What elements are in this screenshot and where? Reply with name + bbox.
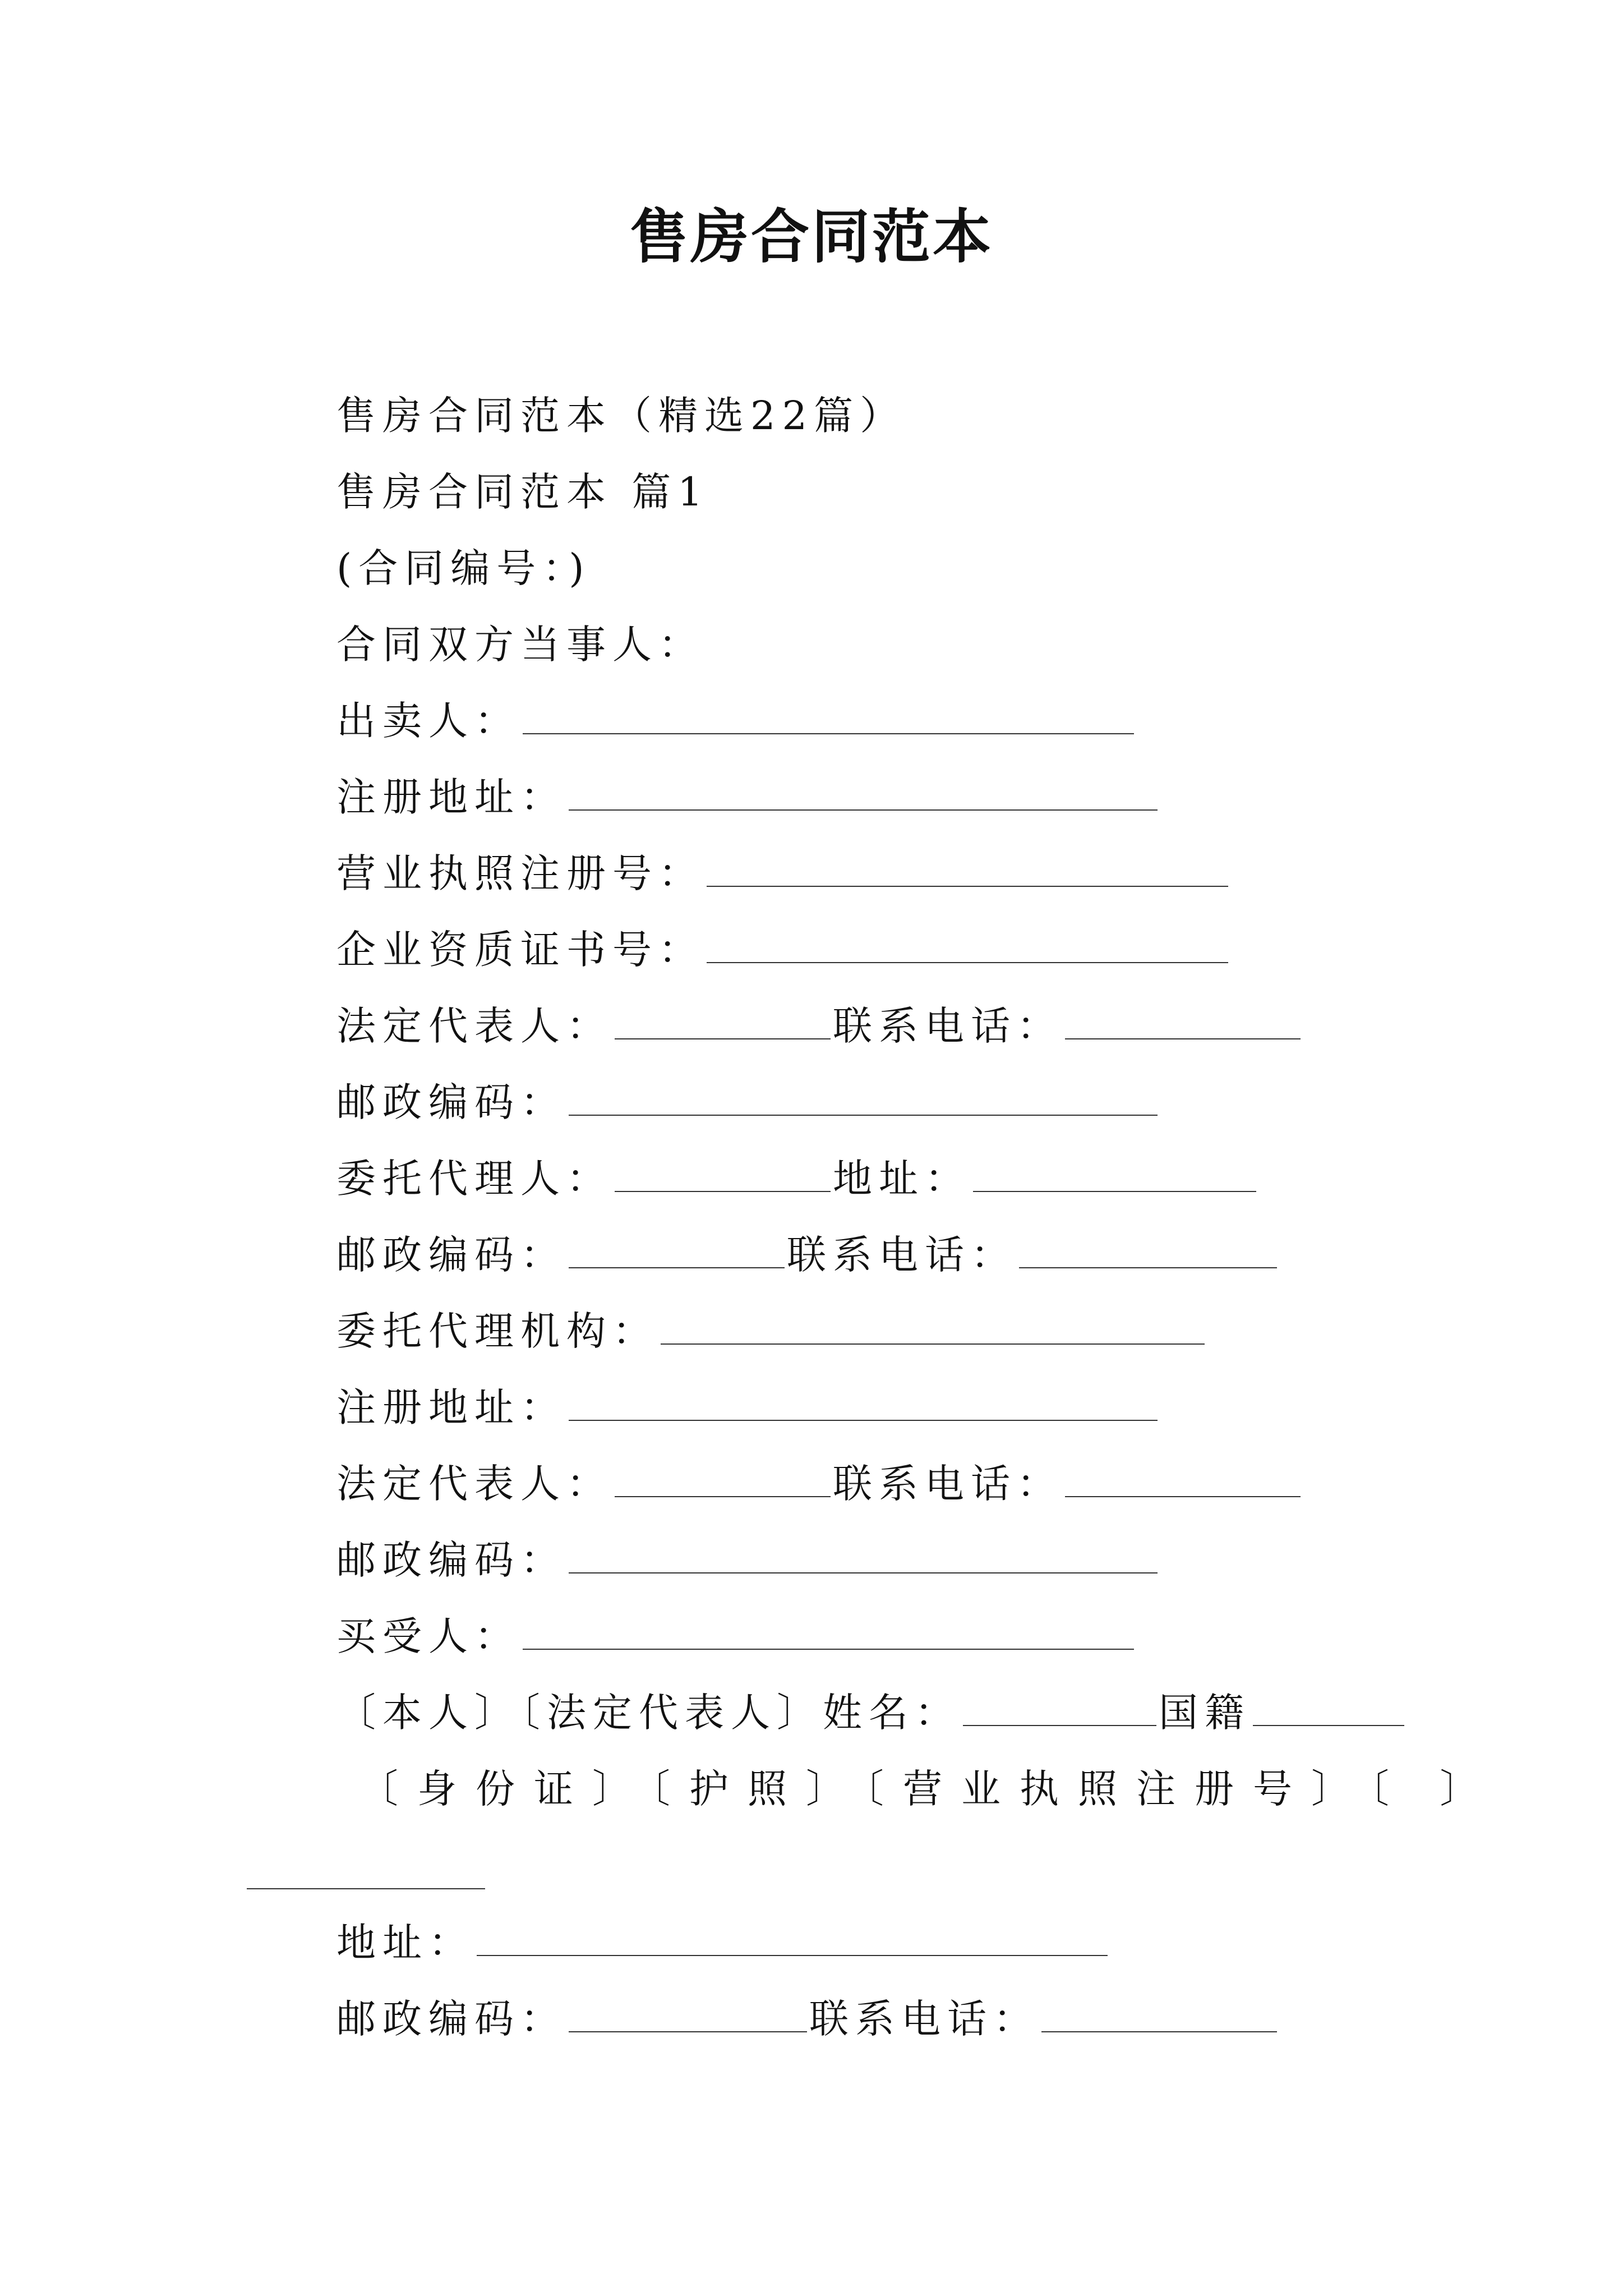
buyer-postal-blank[interactable]	[569, 1992, 807, 2032]
document-title: 售房合同范本	[629, 203, 993, 271]
contract-number-line: (合同编号：)	[336, 545, 591, 591]
buyer-blank[interactable]	[523, 1609, 1134, 1650]
agent-blank[interactable]	[615, 1152, 831, 1192]
nationality-blank[interactable]	[1253, 1686, 1404, 1726]
agency-address-field: 注册地址：	[336, 1377, 1160, 1438]
agent-phone-blank[interactable]	[1019, 1228, 1277, 1268]
agent-address-blank[interactable]	[973, 1152, 1256, 1192]
agent-field: 委托代理人： 地址：	[336, 1148, 1258, 1209]
seller-field: 出卖人：	[336, 690, 1136, 752]
agency-field: 委托代理机构：	[336, 1300, 1207, 1362]
agency-legal-rep-blank[interactable]	[615, 1457, 831, 1497]
legal-rep-phone-blank[interactable]	[1065, 999, 1301, 1039]
agency-address-blank[interactable]	[569, 1381, 1158, 1421]
id-number-blank[interactable]	[247, 1888, 485, 1889]
agent-postal-blank[interactable]	[569, 1228, 785, 1268]
postal-code-field: 邮政编码：	[336, 1071, 1160, 1133]
agency-phone-blank[interactable]	[1065, 1457, 1301, 1497]
registered-address-blank[interactable]	[569, 770, 1158, 811]
business-license-field: 营业执照注册号：	[336, 843, 1230, 904]
legal-rep-blank[interactable]	[615, 999, 831, 1039]
seller-blank[interactable]	[523, 694, 1134, 734]
agent-postal-field: 邮政编码： 联系电话：	[336, 1224, 1279, 1286]
section-heading: 售房合同范本 篇1	[336, 469, 709, 515]
agency-blank[interactable]	[661, 1304, 1205, 1345]
buyer-postal-field: 邮政编码： 联系电话：	[336, 1988, 1279, 2050]
business-license-blank[interactable]	[707, 846, 1228, 887]
agency-legal-rep-field: 法定代表人： 联系电话：	[336, 1453, 1303, 1515]
registered-address-field: 注册地址：	[336, 766, 1160, 828]
subtitle-line: 售房合同范本（精选22篇）	[336, 393, 906, 439]
postal-code-blank[interactable]	[569, 1075, 1158, 1116]
qualification-cert-blank[interactable]	[707, 923, 1228, 963]
legal-rep-field: 法定代表人： 联系电话：	[336, 995, 1303, 1057]
buyer-phone-blank[interactable]	[1041, 1992, 1277, 2032]
qualification-cert-field: 企业资质证书号：	[336, 919, 1230, 981]
agency-postal-blank[interactable]	[569, 1533, 1158, 1573]
agency-postal-field: 邮政编码：	[336, 1529, 1160, 1591]
buyer-address-blank[interactable]	[477, 1916, 1108, 1956]
parties-heading: 合同双方当事人：	[336, 622, 704, 668]
buyer-address-field: 地址：	[336, 1912, 1110, 1973]
buyer-field: 买受人：	[336, 1605, 1136, 1667]
id-type-line: 〔身份证〕〔护照〕〔营业执照注册号〕〔 〕	[359, 1766, 1498, 1812]
buyer-name-field: 〔本人〕〔法定代表人〕姓名： 国籍	[336, 1682, 1407, 1743]
buyer-name-blank[interactable]	[963, 1686, 1156, 1726]
